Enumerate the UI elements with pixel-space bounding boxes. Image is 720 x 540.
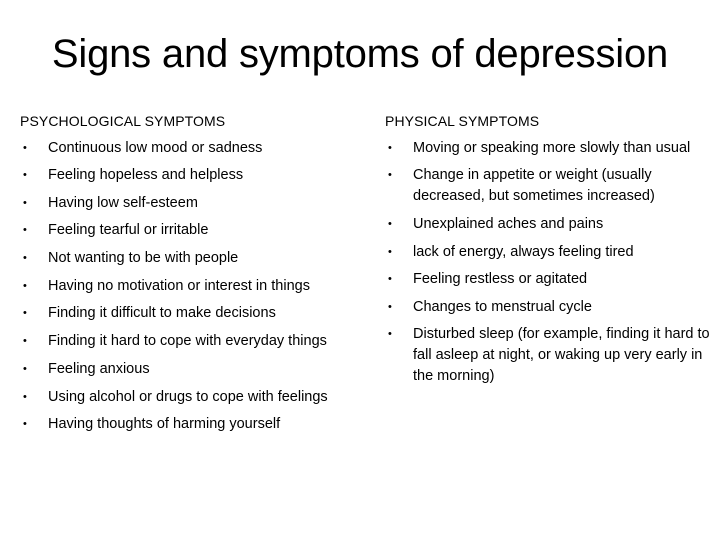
list-item <box>23 387 368 408</box>
bullet-icon: • <box>388 246 392 258</box>
list-item <box>388 165 718 207</box>
bullet-icon: • <box>388 328 392 340</box>
psychological-heading: PSYCHOLOGICAL SYMPTOMS <box>20 113 226 129</box>
bullet-icon: • <box>23 391 27 403</box>
bullet-icon: • <box>23 363 27 375</box>
bullet-icon: • <box>23 224 27 236</box>
list-item <box>23 276 368 297</box>
list-item <box>388 214 718 235</box>
list-item <box>23 331 368 352</box>
list-item <box>388 242 718 263</box>
symptom-text: Having thoughts of harming yourself <box>48 416 281 432</box>
symptom-text: Feeling tearful or irritable <box>48 222 209 238</box>
bullet-icon: • <box>23 280 27 292</box>
list-item <box>388 324 718 387</box>
symptom-text: Having no motivation or interest in things <box>48 278 310 294</box>
list-item <box>23 303 368 324</box>
list-item <box>388 269 718 290</box>
bullet-icon: • <box>23 418 27 430</box>
psychological-symptom-list <box>23 138 368 435</box>
list-item <box>23 414 368 435</box>
symptom-text: Finding it difficult to make decisions <box>48 305 276 321</box>
symptom-text: Moving or speaking more slowly than usual <box>413 140 691 156</box>
bullet-icon: • <box>23 142 27 154</box>
symptom-text: Changes to menstrual cycle <box>413 299 592 315</box>
symptom-text: Using alcohol or drugs to cope with feelings <box>48 389 328 405</box>
symptom-text: Feeling restless or agitated <box>413 271 588 287</box>
list-item <box>23 193 368 214</box>
bullet-icon: • <box>388 169 392 181</box>
symptom-text: Unexplained aches and pains <box>413 216 604 232</box>
bullet-icon: • <box>23 335 27 347</box>
symptom-text: Feeling anxious <box>48 361 150 377</box>
symptom-text: Not wanting to be with people <box>48 250 239 266</box>
list-item <box>23 138 368 159</box>
list-item <box>23 248 368 269</box>
bullet-icon: • <box>23 169 27 181</box>
bullet-icon: • <box>388 301 392 313</box>
bullet-icon: • <box>388 273 392 285</box>
symptom-text: Continuous low mood or sadness <box>48 140 263 156</box>
bullet-icon: • <box>388 142 392 154</box>
list-item <box>388 138 718 159</box>
symptom-text: lack of energy, always feeling tired <box>413 244 634 260</box>
list-item <box>23 359 368 380</box>
bullet-icon: • <box>23 197 27 209</box>
list-item <box>23 165 368 186</box>
bullet-icon: • <box>388 218 392 230</box>
symptom-text: Having low self-esteem <box>48 195 198 211</box>
symptom-text: Change in appetite or weight (usually decreased, but sometimes increased) <box>413 167 655 204</box>
bullet-icon: • <box>23 307 27 319</box>
list-item <box>388 297 718 318</box>
physical-symptom-list <box>388 138 718 387</box>
symptom-text: Feeling hopeless and helpless <box>48 167 244 183</box>
physical-heading: PHYSICAL SYMPTOMS <box>385 113 540 129</box>
slide-title: Signs and symptoms of depression <box>51 32 669 76</box>
bullet-icon: • <box>23 252 27 264</box>
symptom-text: Finding it hard to cope with everyday things <box>48 333 327 349</box>
list-item <box>23 220 368 241</box>
symptom-text: Disturbed sleep (for example, finding it hard to fall asleep at night, or waking up very early in the morning) <box>413 326 710 384</box>
